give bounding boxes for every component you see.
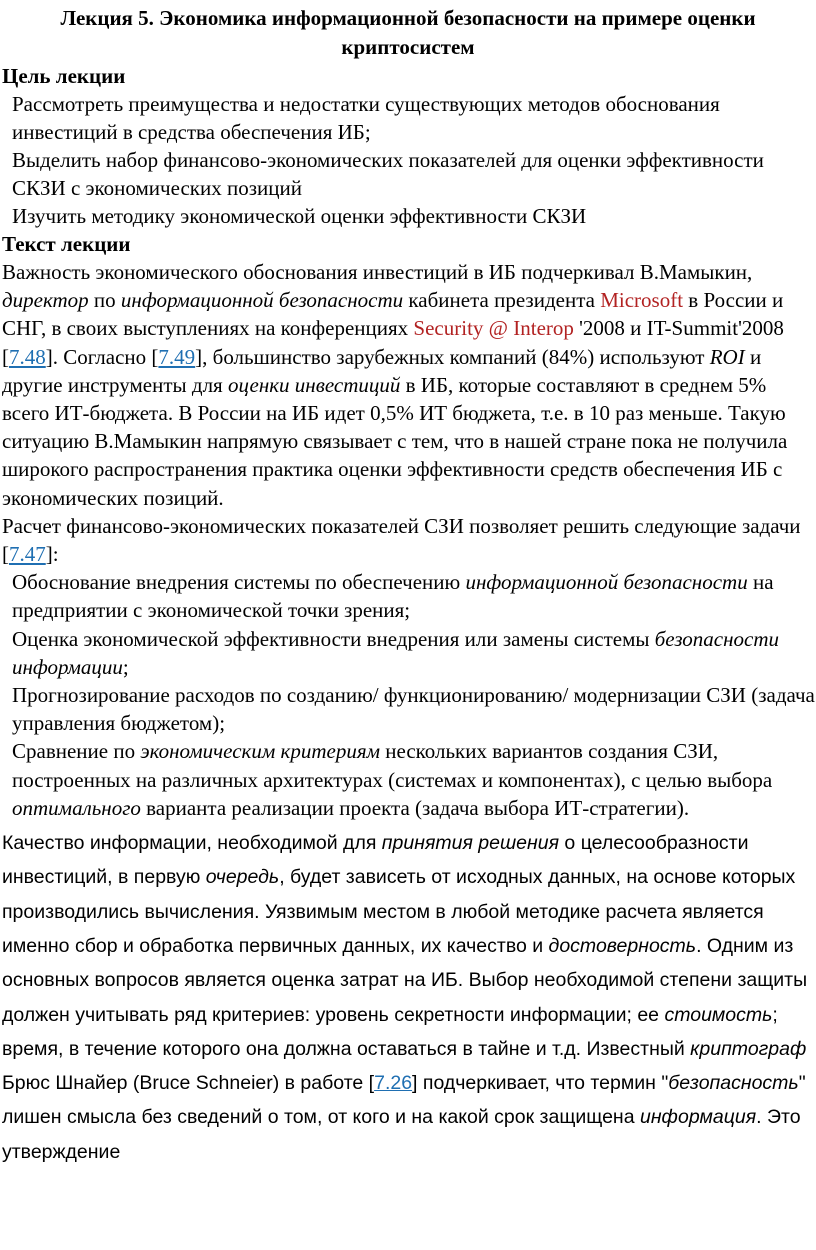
paragraph-tasks-intro [0,512,816,568]
text-run: Брюс Шнайер (Bruce Schneier) в работе [ [2,1072,375,1095]
text-run-italic: безопасность [668,1072,799,1095]
text-run: . Одним из основных вопросов является оценка затрат на ИБ. Выбор необходимой степени защиты должен учитывать ряд критериев: уровень секретности информации; ее [2,934,808,1026]
text-run-italic: информация [639,1106,757,1129]
security-interop-link[interactable]: Security @ Interop [413,316,574,341]
reference-link-7-48[interactable]: 7.48 [9,344,46,369]
text-run: кабинета президента [403,288,601,313]
text-run-italic: директор [2,288,89,313]
text-run: . Это утверждение [2,1106,801,1163]
text-run: Качество информации, необходимой для [2,832,382,855]
text-run-italic: ROI [709,344,745,369]
reference-link-7-26[interactable]: 7.26 [374,1072,413,1095]
task-item [12,737,816,822]
text-heading: Текст лекции [2,232,131,256]
text-run: варианта реализации проекта (задача выбора ИТ-стратегии). [140,795,690,820]
goal-item: Рассмотреть преимущества и недостатки существующих методов обоснования инвестиций в средства обеспечения ИБ; [12,92,720,144]
text-run: Сравнение по [12,739,141,764]
text-run-italic: информационной безопасности [120,288,404,313]
text-run: в ИБ, которые составляют в среднем 5% всего ИТ-бюджета. В России на ИБ идет 0,5% ИТ бюджета, т.е. в 10 раз меньше. Такую ситуацию В.Мамыкин напрямую связывает с тем, что в нашей стране пока не получила широкого распространения практика оценки эффективности средств обеспечения ИБ с экономических позиций. [2,372,788,510]
text-run-italic: оптимального [12,795,141,820]
text-run: и другие инструменты для [2,344,762,397]
text-run: ] подчеркивает, что термин " [412,1072,669,1095]
task-item [12,568,816,624]
text-run-italic: достоверность [548,934,697,957]
goals-list [0,90,816,230]
goal-item: Изучить методику экономической оценки эффективности СКЗИ [12,204,587,228]
task-item: Прогнозирование расходов по созданию/ функционированию/ модернизации СЗИ (задача управления бюджетом); [12,683,815,736]
text-run: о целесообразности инвестиций, в первую [2,832,749,889]
text-run: '2008 и IT-Summit'2008 [ [2,316,784,369]
text-run-italic: стоимость [664,1003,773,1026]
goal-item: Выделить набор финансово-экономических показателей для оценки эффективности СКЗИ с экономических позиций [12,148,764,200]
tasks-list [0,568,816,822]
microsoft-link[interactable]: Microsoft [600,288,684,313]
text-run: ; время, в течение которого она должна оставаться в тайне и т.д. Известный [2,1003,778,1060]
text-run-italic: очередь [205,866,280,889]
text-run: ; [122,654,129,679]
text-run: " лишен смысла без сведений о том, от кого и на какой срок защищена [2,1072,806,1129]
task-item [12,625,816,681]
text-run: Расчет финансово-экономических показателей СЗИ позволяет решить следующие задачи [ [2,513,801,567]
text-run: нескольких вариантов создания СЗИ, построенных на различных архитектурах (системах и компонентах), с целью выбора [12,739,773,792]
text-run: ]: [45,542,59,567]
text-run: Обоснование внедрения системы по обеспечению [12,570,466,595]
text-run-italic: принятия решения [381,832,560,855]
lecture-title: Лекция 5. Экономика информационной безопасности на примере оценки криптосистем [60,6,756,59]
paragraph-information-quality [0,822,816,1169]
text-run: , будет зависеть от исходных данных, на основе которых производились вычисления. Уязвимым местом в любой методике расчета является именно сбор и обработка первичных данных, их качество и [2,866,796,957]
text-run: Важность экономического обоснования инвестиций в ИБ подчеркивал В.Мамыкин, [2,260,753,284]
text-run-italic: экономическим критериям [140,739,380,764]
text-run-italic: криптограф [690,1037,807,1060]
text-run: в России и СНГ, в своих выступлениях на конференциях [2,288,784,341]
text-run: Оценка экономической эффективности внедрения или замены системы [12,626,655,651]
text-run-italic: оценки инвестиций [227,372,401,397]
text-run: ], большинство зарубежных компаний (84%) используют [195,344,710,369]
text-run-italic: безопасности информации [12,626,779,679]
text-run-italic: информационной безопасности [465,570,748,595]
goal-heading: Цель лекции [2,64,126,88]
paragraph-importance [0,258,816,512]
reference-link-7-49[interactable]: 7.49 [158,344,196,369]
text-run: по [88,288,121,313]
text-run: на предприятии с экономической точки зрения; [12,570,774,623]
text-run: ]. Согласно [ [45,344,159,369]
reference-link-7-47[interactable]: 7.47 [9,542,46,567]
